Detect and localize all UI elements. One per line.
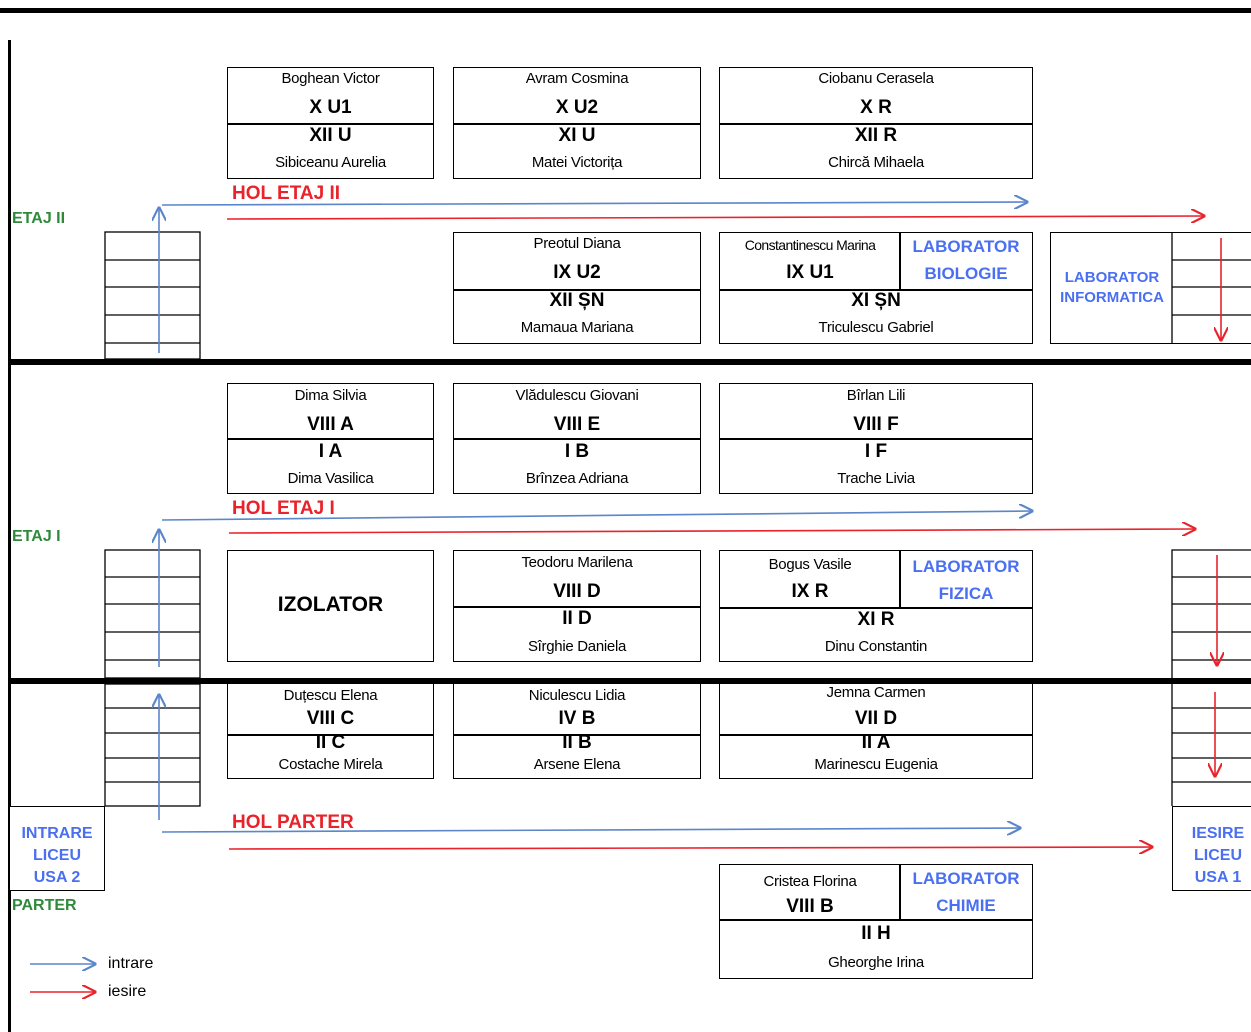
class-label: X U1 [309, 97, 352, 118]
hall-label-etaj2: HOL ETAJ II [232, 183, 341, 204]
teacher-name: Dima Vasilica [287, 470, 374, 487]
legend-iesire: iesire [108, 983, 147, 1000]
left-stairs-etaj2 [105, 232, 200, 359]
teacher-name: Teodoru Marilena [521, 554, 633, 571]
class-label: X R [860, 97, 892, 118]
teacher-name: Dinu Constantin [824, 638, 928, 655]
teacher-name: Mamaua Mariana [520, 319, 634, 336]
class-label: VIII A [307, 414, 354, 435]
class-label: I F [864, 441, 888, 462]
class-label: II B [562, 732, 592, 753]
teacher-name: Gheorghe Irina [828, 954, 924, 971]
lab-chimie: LABORATOR CHIMIE [912, 869, 1020, 915]
teacher-name: Bogus Vasile [768, 556, 852, 573]
class-label: II A [861, 732, 891, 753]
class-label: XII R [854, 125, 898, 146]
class-label: VIII E [553, 414, 601, 435]
class-label: II C [315, 732, 346, 753]
izolator-label: IZOLATOR [277, 593, 384, 616]
teacher-name: Triculescu Gabriel [818, 319, 934, 336]
class-label: XI U [558, 125, 596, 146]
floor-label-etaj1: ETAJ I [12, 528, 61, 545]
right-stairs-etaj1 [1172, 550, 1251, 678]
teacher-name: Preotul Diana [533, 235, 621, 252]
left-stairs-parter [105, 684, 200, 806]
teacher-name: Niculescu Lidia [528, 687, 626, 704]
teacher-name: Ciobanu Cerasela [818, 70, 934, 87]
teacher-name: Cristea Florina [763, 873, 857, 890]
class-label: IV B [558, 708, 596, 729]
teacher-name: Jemna Carmen [826, 684, 926, 701]
teacher-name: Marinescu Eugenia [814, 756, 938, 773]
teacher-name: Constantinescu Marina [744, 237, 876, 253]
class-label: IX U2 [553, 262, 601, 283]
legend-intrare: intrare [108, 955, 154, 972]
class-label: II D [562, 608, 592, 629]
class-label: IX U1 [786, 262, 834, 283]
class-label: II H [861, 923, 891, 944]
lab-biologie: LABORATOR BIOLOGIE [912, 237, 1020, 283]
teacher-name: Brînzea Adriana [525, 470, 629, 487]
exit-usa1: IESIRE LICEU USA 1 [1172, 806, 1251, 891]
class-label: XI ȘN [851, 290, 901, 311]
left-stairs-etaj1 [105, 550, 200, 678]
class-label: VII D [854, 708, 898, 729]
entry-arrows [30, 202, 1032, 964]
teacher-name: Arsene Elena [533, 756, 621, 773]
teacher-name: Sîrghie Daniela [527, 638, 627, 655]
class-label: VIII B [786, 896, 834, 917]
right-stairs-etaj2 [1172, 232, 1251, 343]
teacher-name: Costache Mirela [278, 756, 383, 773]
class-label: XII ȘN [549, 290, 605, 311]
hall-label-parter: HOL PARTER [232, 812, 354, 833]
exit-arrows [30, 216, 1221, 992]
teacher-name: Chircă Mihaela [828, 154, 924, 171]
class-label: I B [564, 441, 590, 462]
class-label: I A [318, 441, 343, 462]
teacher-name: Vlădulescu Giovani [515, 387, 639, 404]
teacher-name: Matei Victorița [531, 154, 623, 171]
entrance-usa2: INTRARE LICEU USA 2 [9, 806, 105, 891]
class-label: IX R [791, 581, 829, 602]
floor-label-parter: PARTER [12, 897, 77, 914]
teacher-name: Sibiceanu Aurelia [275, 154, 386, 171]
class-label: XI R [857, 609, 895, 630]
lab-fizica: LABORATOR FIZICA [912, 557, 1020, 603]
hall-label-etaj1: HOL ETAJ I [232, 498, 335, 519]
teacher-name: Avram Cosmina [525, 70, 629, 87]
floor-label-etaj2: ETAJ II [12, 210, 66, 227]
right-stairs-parter [1172, 684, 1251, 806]
class-label: X U2 [555, 97, 599, 118]
teacher-name: Dima Silvia [294, 387, 367, 404]
teacher-name: Duțescu Elena [283, 687, 378, 704]
class-label: VIII F [853, 414, 899, 435]
lab-informatica: LABORATOR INFORMATICA [1060, 269, 1164, 306]
class-label: VIII C [306, 708, 355, 729]
teacher-name: Bîrlan Lili [846, 387, 906, 404]
class-label: XII U [309, 125, 352, 146]
teacher-name: Boghean Victor [281, 70, 380, 87]
teacher-name: Trache Livia [837, 470, 915, 487]
class-label: VIII D [553, 581, 601, 602]
